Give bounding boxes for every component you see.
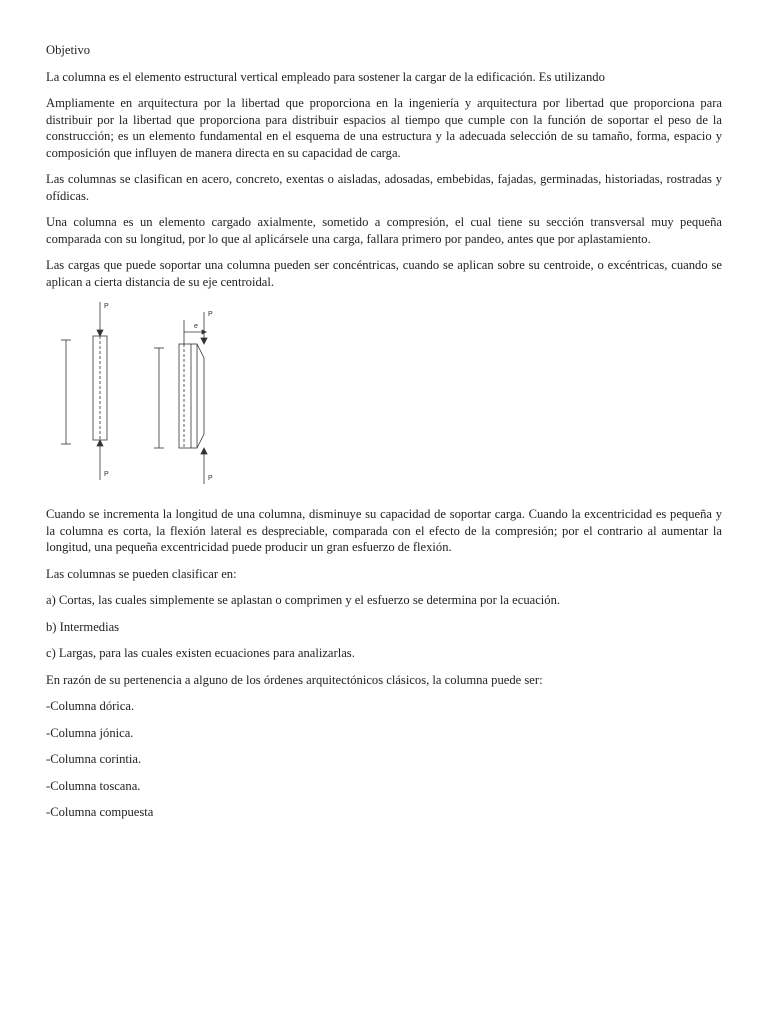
eccentricity-label: e: [194, 323, 198, 330]
column-load-diagram: [46, 300, 722, 496]
paragraph-9: b) Intermedias: [46, 619, 120, 634]
paragraph-4: Una columna es un elemento cargado axialmente, sometido a compresión, el cual tiene su sección transversal muy pequeña comparada con su longitud, por lo que al aplicársele una carga, fallara primero por pandeo, antes que por aplastamiento.: [46, 215, 722, 246]
paragraph-6: Cuando se incrementa la longitud de una columna, disminuye su capacidad de soportar carga. Cuando la excentricidad es pequeña y la columna es corta, la flexión lateral es despreciable, comparada con el efecto de la compresión; por el contrario al aumentar la longitud, una pequeña excentricidad puede producir un gran esfuerzo de flexión.: [46, 507, 722, 554]
paragraph-7: Las columnas se pueden clasificar en:: [46, 566, 237, 581]
paragraph-5: Las cargas que puede soportar una columna pueden ser concéntricas, cuando se aplican sobre su centroide, o excéntricas, cuando se aplican a cierta distancia de su eje centroidal.: [46, 258, 722, 289]
load-label-top-left: P: [104, 303, 109, 310]
load-label-bottom-left: P: [104, 471, 109, 478]
column-diagram-svg: [46, 300, 246, 496]
document-body: [46, 42, 722, 831]
paragraph-2: Ampliamente en arquitectura por la libertad que proporciona en la ingeniería y arquitectura por libertad que proporciona para distribuir por la libertad que proporciona para distribuir espacios al tiempo que cumple con la función de soportar el peso de la construcción; es un elemento fundamental en el esquema de una estructura y la adecuada selección de su tamaño, forma, espacio y composición que influyen de manera directa en su capacidad de carga.: [46, 96, 722, 160]
eccentric-column: [154, 312, 207, 484]
list-item: -Columna toscana.: [46, 778, 141, 793]
list-item: -Columna compuesta: [46, 805, 154, 819]
list-item: -Columna dórica.: [46, 699, 135, 713]
list-item: -Columna corintia.: [46, 752, 142, 766]
heading-objetivo: Objetivo: [46, 43, 91, 57]
paragraph-11: En razón de su pertenencia a alguno de los órdenes arquitectónicos clásicos, la columna puede ser:: [46, 672, 543, 687]
concentric-column: [61, 302, 107, 480]
load-label-bottom-right: P: [208, 475, 213, 482]
load-label-top-right: P: [208, 311, 213, 318]
paragraph-8: a) Cortas, las cuales simplemente se aplastan o comprimen y el esfuerzo se determina por la ecuación.: [46, 593, 561, 607]
list-item: -Columna jónica.: [46, 725, 134, 740]
paragraph-3: Las columnas se clasifican en acero, concreto, exentas o aisladas, adosadas, embebidas, fajadas, germinadas, historiadas, rostradas y ofídicas.: [46, 172, 722, 203]
paragraph-1: La columna es el elemento estructural vertical empleado para sostener la cargar de la edificación. Es utilizando: [46, 69, 605, 84]
paragraph-10: c) Largas, para las cuales existen ecuaciones para analizarlas.: [46, 646, 355, 660]
